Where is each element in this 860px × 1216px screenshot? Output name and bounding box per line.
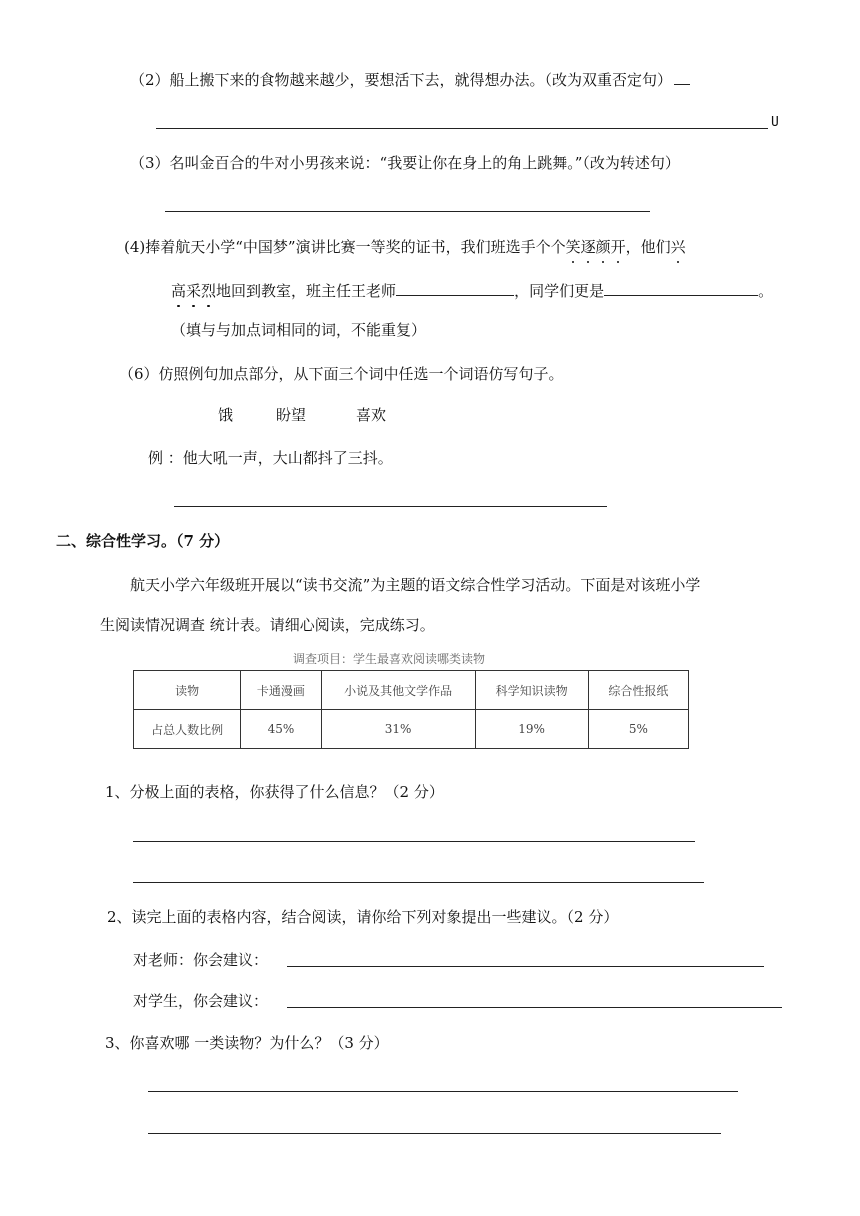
dotted-char: 逐 bbox=[580, 238, 596, 256]
advice-teacher-label: 对老师：你会建议： bbox=[133, 951, 269, 969]
answer-line-q3[interactable] bbox=[165, 211, 650, 212]
answer-line-q6[interactable] bbox=[174, 506, 607, 507]
answer-line-s2q3-a[interactable] bbox=[148, 1091, 738, 1092]
section-2-question-2: 2、读完上面的表格内容，结合阅读，请你给下列对象提出一些建议。（2 分） bbox=[107, 908, 619, 926]
question-3: （3）名叫金百合的牛对小男孩来说：“我要让你在身上的角上跳舞。”（改为转述句） bbox=[130, 154, 680, 172]
dotted-char: 颜 bbox=[595, 238, 611, 256]
dotted-char: 高 bbox=[171, 282, 187, 300]
answer-blank-classmates[interactable] bbox=[604, 281, 758, 296]
question-4-line-2: 高采烈地回到教室，班主任王老师 ，同学们更是 。 bbox=[171, 282, 774, 300]
table-cell: 5% bbox=[588, 710, 688, 749]
table-cell: 31% bbox=[321, 710, 475, 749]
question-4-line-1: (4)捧着航天小学“中国梦”演讲比赛一等奖的证书，我们班选手个个笑逐颜开，他们兴 bbox=[124, 238, 686, 256]
answer-line-s2q1-b[interactable] bbox=[133, 882, 704, 883]
answer-line-s2q3-b[interactable] bbox=[148, 1133, 721, 1134]
question-2 bbox=[130, 70, 690, 90]
question-6: （6）仿照例句加点部分，从下面三个词中任选一个词语仿写句子。 bbox=[119, 365, 564, 383]
section-2-question-3: 3、你喜欢哪 一类读物？为什么？（3 分） bbox=[105, 1034, 389, 1052]
table-header-cell: 小说及其他文学作品 bbox=[321, 671, 475, 710]
question-2-text: （2）船上搬下来的食物越来越少，要想活下去，就得想办法。（改为双重否定句） bbox=[130, 71, 673, 89]
example-sentence: 例 ：他大吼一声，大山都抖了三抖。 bbox=[148, 449, 393, 467]
advice-student-label: 对学生，你会建议： bbox=[133, 992, 269, 1010]
table-cell: 占总人数比例 bbox=[134, 710, 241, 749]
table-header-row bbox=[134, 671, 689, 710]
dotted-char: 兴 bbox=[670, 238, 686, 256]
dotted-char: 采 bbox=[186, 282, 202, 300]
answer-blank-teacher[interactable] bbox=[396, 281, 514, 296]
table-cell: 45% bbox=[241, 710, 322, 749]
word-option-3: 喜欢 bbox=[356, 406, 387, 424]
advice-student-line[interactable] bbox=[287, 1007, 782, 1008]
table-header-cell: 读物 bbox=[134, 671, 241, 710]
table-header-cell: 科学知识读物 bbox=[475, 671, 588, 710]
table-cell: 19% bbox=[475, 710, 588, 749]
stray-mark: U bbox=[771, 115, 779, 130]
table-header-cell: 卡通漫画 bbox=[241, 671, 322, 710]
section-2-intro-1: 航天小学六年级班开展以“读书交流”为主题的语文综合性学习活动。下面是对该班小学 bbox=[130, 576, 701, 594]
survey-table bbox=[133, 670, 689, 749]
section-2-question-1: 1、分极上面的表格，你获得了什么信息？（2 分） bbox=[105, 783, 444, 801]
answer-blank-inline[interactable] bbox=[674, 70, 690, 85]
word-option-1: 饿 bbox=[218, 406, 234, 424]
question-4-note: （填与与加点词相同的词，不能重复） bbox=[171, 321, 427, 339]
section-2-title: 二、综合性学习。（7 分） bbox=[56, 532, 230, 550]
table-header-cell: 综合性报纸 bbox=[588, 671, 688, 710]
dotted-char: 烈 bbox=[201, 282, 217, 300]
table-row bbox=[134, 710, 689, 749]
dotted-char: 开 bbox=[610, 238, 626, 256]
table-caption: 调查项目：学生最喜欢阅读哪类读物 bbox=[293, 652, 486, 666]
answer-line-s2q1-a[interactable] bbox=[133, 841, 695, 842]
answer-line-q2[interactable] bbox=[156, 128, 768, 129]
dotted-char: 笑 bbox=[565, 238, 581, 256]
word-option-2: 盼望 bbox=[276, 406, 307, 424]
advice-teacher-line[interactable] bbox=[287, 966, 764, 967]
section-2-intro-2: 生阅读情况调查 统计表。请细心阅读，完成练习。 bbox=[100, 616, 435, 634]
